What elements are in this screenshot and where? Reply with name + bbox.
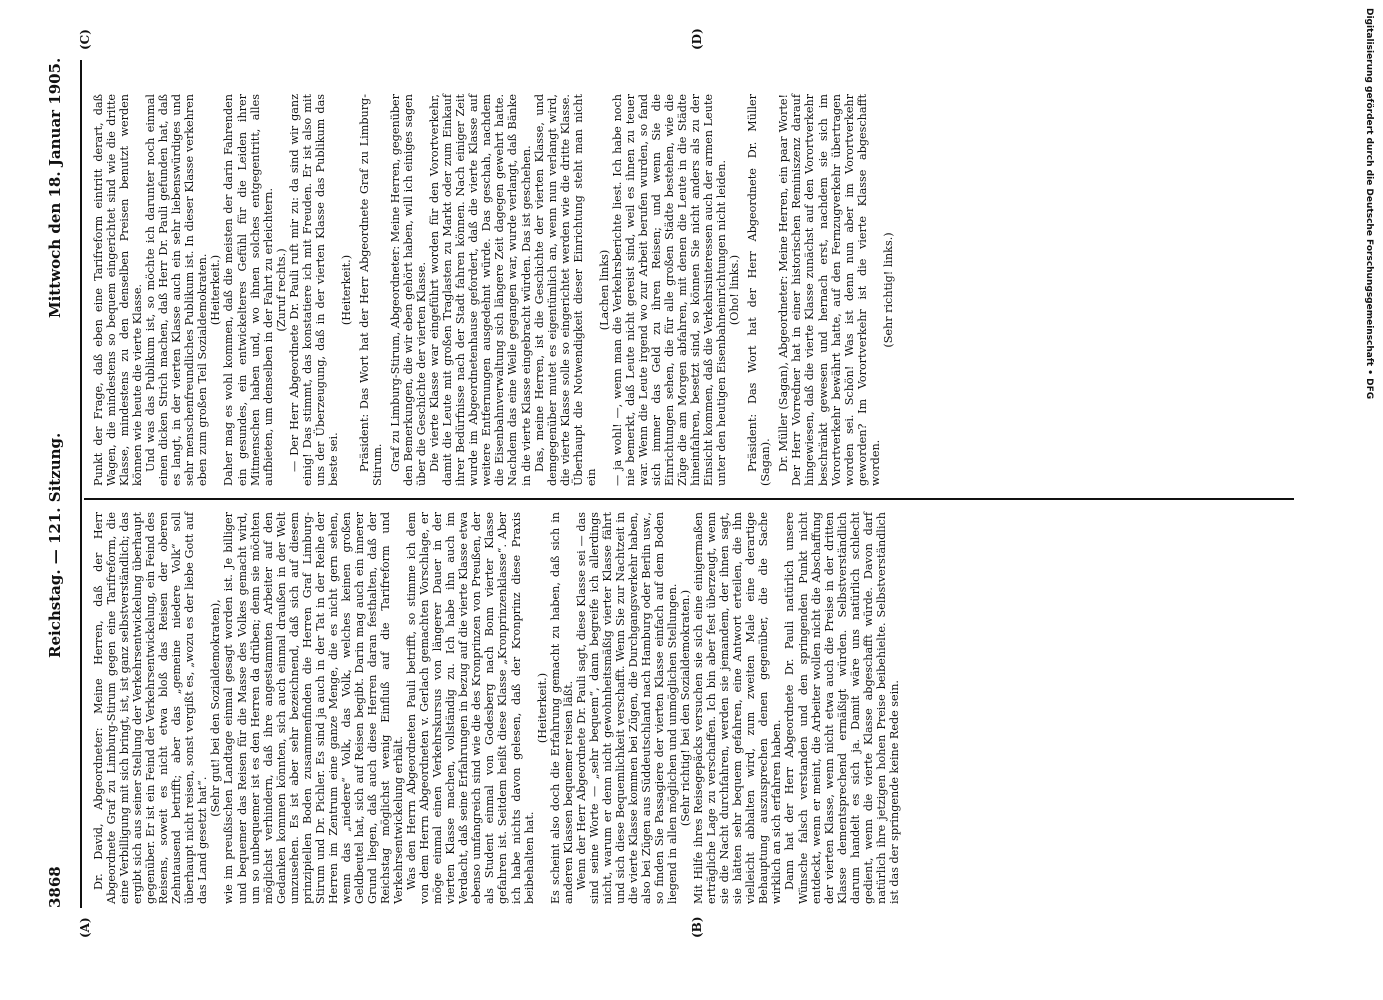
credit-text: Digitalisierung gefördert durch die Deutsche Forschungsgemeinschaft • DFG xyxy=(1364,8,1374,400)
margin-mark-c: (C) xyxy=(78,29,92,50)
paragraph: Graf zu Limburg-Stirum, Abgeordneter: Meine Herren, gegenüber den Bemerkungen, die wir eben gehört haben, will ich einiges sagen über die Geschichte der vierten Klasse. xyxy=(389,94,429,486)
interjection: (Heiterkeit.) xyxy=(339,254,353,326)
margin-mark-d: (D) xyxy=(690,28,704,50)
header-rule xyxy=(80,60,82,908)
paragraph: Punkt der Frage, daß eben eine Tarifreform eintritt derart, daß Wagen, die mindestens so bequem eingerichtet sind wie die dritte Klasse, mindestens zu den denselben Preisen benutzt werden können wie heute die vierte Klasse. xyxy=(92,94,145,486)
paragraph: Wenn der Herr Abgeordnete Dr. Pauli sagt, diese Klasse sei — das sind seine Worte — „sehr bequem“, dann begreife ich allerdings nicht, warum er denn nicht gewohnheitsmäßig vierter Klasse fährt und sich diese Bequemlichkeit verschafft. Wenn Sie zur Nachtzeit in die vierte Klasse kommen bei Zügen, die Durchgangsverkehr haben, also bei Zügen aus Süddeutschland nach Hamburg oder Berlin usw., so finden Sie Passagiere der vierten Klasse einfach auf dem Boden liegend in allen möglichen und unmöglichen Stellungen. xyxy=(574,512,680,904)
paragraph: Dann hat der Herr Abgeordnete Dr. Pauli natürlich unsere Wünsche falsch verstanden und den springenden Punkt nicht entdeckt, wenn er meint, die Arbeiter wollen nicht die Abschaffung der vierten Klasse, wenn nicht etwa auch die Preise in der dritten Klasse dementsprechend ermäßigt würden. Selbstverständlich darum handelt es sich ja. Damit wäre uns natürlich schlecht gedient, wenn die vierte Klasse abgeschafft würde. Davon darf natürlich ihre jetzigen hohen Preise beibehielte. Selbstverständlich ist das der springende keine Rede sein. xyxy=(783,512,901,904)
interjection: (Sehr gut! bei den Sozialdemokraten), xyxy=(209,599,223,817)
interjection: (Sehr richtig! bei den Sozialdemokraten.) xyxy=(679,589,693,827)
column-divider xyxy=(84,498,1294,500)
interjection: (Zuruf rechts.) xyxy=(274,248,288,332)
president-statement: Präsident: Das Wort hat der Herr Abgeordnete Dr. Müller (Sagan). xyxy=(746,94,773,486)
interjection: (Heiterkeit.) xyxy=(535,672,549,744)
margin-mark-b: (B) xyxy=(690,916,704,938)
paragraph: Daher mag es wohl kommen, daß die meisten der darin Fahrenden ein gesundes, ein entwickelteres Gefühl für die Leiden ihrer Mitmenschen haben und, wo ihnen solches entgegentritt, alles aufbieten, um denselben in der Fahrt zu erleichtern. xyxy=(222,94,275,486)
paragraph: Das, meine Herren, ist die Geschichte der vierten Klasse, und demgegenüber mutet es eigentümlich an, wenn nun verlangt wird, die vierte Klasse solle so eingerichtet werden wie die dritte Klasse. Überhaupt die Notwendigkeit dieser Einrichtung steht man nicht ein xyxy=(532,94,598,486)
paragraph: Und was das Publikum ist, so möchte ich darunter noch einmal einen dicken Strich machen, daß Herr Dr. Pauli gefunden hat, daß es langt, in der vierten Klasse auch ein sehr liebenswürdiges und sehr menschenfreundliches Publikum ist. In dieser Klasse verkehren eben zum großen Teil Sozialdemokraten. xyxy=(144,94,210,486)
session-title: Reichstag. — 121. Sitzung. xyxy=(46,432,64,658)
paragraph: — ja wohl! —, wenn man die Verkehrsberichte liest. Ich habe noch nie bemerkt, daß Leute nicht gereist sind, weil es ihnen zu teuer war. Wenn die Leute irgend wo zur Arbeit berufen wurden, so fand sich immer das Geld zu ihren Reisen; und wenn Sie die Einrichtungen sehen, die für alle großen Städte bestehen, wie die Züge die am Morgen abfahren, mit denen die Leute in die Städte hineinfahren, besetzt sind, so können Sie nicht anders als zu der Einsicht kommen, daß die Verkehrsinteressen auch der armen Leute unter den heutigen Eisenbahneinrichtungen nicht leiden. xyxy=(610,94,729,486)
paragraph: Mit Hilfe ihres Reisegepäcks versuchen sie sich eine einigermaßen erträgliche Lage zu verschaffen. Ich bin aber fest überzeugt, wenn sie die Nacht durchfahren, werden sie jemandem, der ihnen sagt, sie hätten sehr bequem gefahren, eine Antwort erteilen, die ihn vielleicht abhalten wird, zum zweiten Male eine derartige Behauptung auszusprechen denen gegenüber, die die Sache wirklich an sich erfahren haben. xyxy=(692,512,784,904)
paragraph: wie im preußischen Landtage einmal gesagt worden ist. Je billiger und bequemer das Reisen für die Masse des Volkes gemacht wird, um so unbequemer ist es den Herren da drüben; denn sie möchten möglichst verhindern, daß ihre angestammten Arbeiter auf den Gedanken kommen könnten, sich auch einmal draußen in der Welt umzusehen. Es ist aber sehr bezeichnend, daß sich auf diesem prinzipiellen Boden zusammenfinden die Herren Graf Limburg-Stirum und Dr. Pichler. Es sind ja auch in der Tat in der Reihe der Herren im Zentrum eine ganze Menge, die es nicht gern sehen, wenn das „niedere“ Volk, das Volk, welches keinen großen Geldbeutel hat, sich auf Reisen begibt. Darin mag auch ein innerer Grund liegen, daß auch diese Herren daran festhalten, daß der Reichstag möglichst wenig Einfluß auf die Tarifreform und Verkehrsentwickelung erhält. xyxy=(222,512,406,904)
interjection: (Lachen links) xyxy=(597,249,611,331)
right-column xyxy=(92,94,895,486)
paragraph: Dr. Müller (Sagan), Abgeordneter: Meine Herren, ein paar Worte! Der Herr Vorredner hat in einer historischen Reminiszenz darauf hingewiesen, daß die vierte Klasse zunächst auf den Vorortverkehr beschränkt gewesen und hernach erst, nachdem sie sich im Vorortverkehr bewährt hatte, auf den Fernzugverkehr übertragen worden sei. Schön! Was ist denn nun aber im Vorortverkehr geworden? Im Vorortverkehr ist die vierte Klasse abgeschafft worden. xyxy=(777,94,882,486)
interjection: (Sehr richtig! links.) xyxy=(881,232,895,348)
paragraph: Dr. David, Abgeordneter: Meine Herren, daß der Herr Abgeordnete Graf zu Limburg-Stirum gegen eine Tarifreform, die eine Verbilligung mit sich bringt, ist, ist ganz selbstverständlich; das ergibt sich aus seiner Stellung der Verkehrsentwickelung überhaupt gegenüber. Er ist ein Feind der Verkehrsentwickelung, ein Feind des Reisens, soweit es nicht etwa bloß das Reisen der oberen Zehntausend betrifft; aber das „gemeine niedere Volk“ soll überhaupt nicht reisen, sonst vergißt es, „wozu es der liebe Gott auf das Land gesetzt hat“. xyxy=(92,512,210,904)
paragraph: — Der Herr Abgeordnete Dr. Pauli ruft mir zu: da sind wir ganz einig! Das stimmt, das konstatiere ich mit Freuden. Er ist also mit uns der Überzeugung, daß in der vierten Klasse das Publikum das beste sei. xyxy=(287,94,340,486)
page-number: 3868 xyxy=(46,866,64,908)
paragraph: Die vierte Klasse war eingeführt worden für den Vorortverkehr, damit die Leute mit großen Traglasten zu Markt oder zum Einkauf ihrer Bedürfnisse nach der Stadt fahren können. Nach einiger Zeit wurde im Abgeordnetenhause gefordert, daß die vierte Klasse auf weitere Entfernungen ausgedehnt würde. Das geschah, nachdem die Eisenbahnverwaltung sich längere Zeit dagegen gewehrt hatte. Nachdem das eine Weile gegangen war, wurde verlangt, daß Bänke in die vierte Klasse eingebracht würden. Das ist geschehen. xyxy=(428,94,533,486)
running-header xyxy=(42,57,72,908)
interjection: (Heiterkeit.) xyxy=(209,254,223,326)
left-column xyxy=(92,512,901,904)
paragraph: Es scheint also doch die Erfahrung gemacht zu haben, daß sich in anderen Klassen bequemer reisen läßt. xyxy=(548,512,575,904)
session-date: Mittwoch den 18. Januar 1905. xyxy=(46,57,64,318)
president-statement: Präsident: Das Wort hat der Herr Abgeordnete Graf zu Limburg-Stirum. xyxy=(357,94,384,486)
margin-mark-a: (A) xyxy=(78,917,92,938)
interjection: (Oho! links.) xyxy=(728,254,742,326)
digitization-credit xyxy=(1362,8,1378,708)
paragraph: Was den Herrn Abgeordneten Pauli betrifft, so stimme ich dem von dem Herrn Abgeordneten v. Gerlach gemachten Vorschlage, er möge einmal einen Verkehrskursus von längerer Dauer in der vierten Klasse machen, vollständig zu. Ich habe ihn auch im Verdacht, daß seine Erfahrungen in bezug auf die vierte Klasse etwa ebenso umfangreich sind wie die des Kronprinzen von Preußen, der als Student einmal von Godesberg nach Bonn vierter Klasse gefahren ist. Seitdem heißt diese Klasse „Kronprinzenklasse“. Aber ich habe nichts davon gelesen, daß der Kronprinz diese Praxis beibehalten hat. xyxy=(405,512,536,904)
